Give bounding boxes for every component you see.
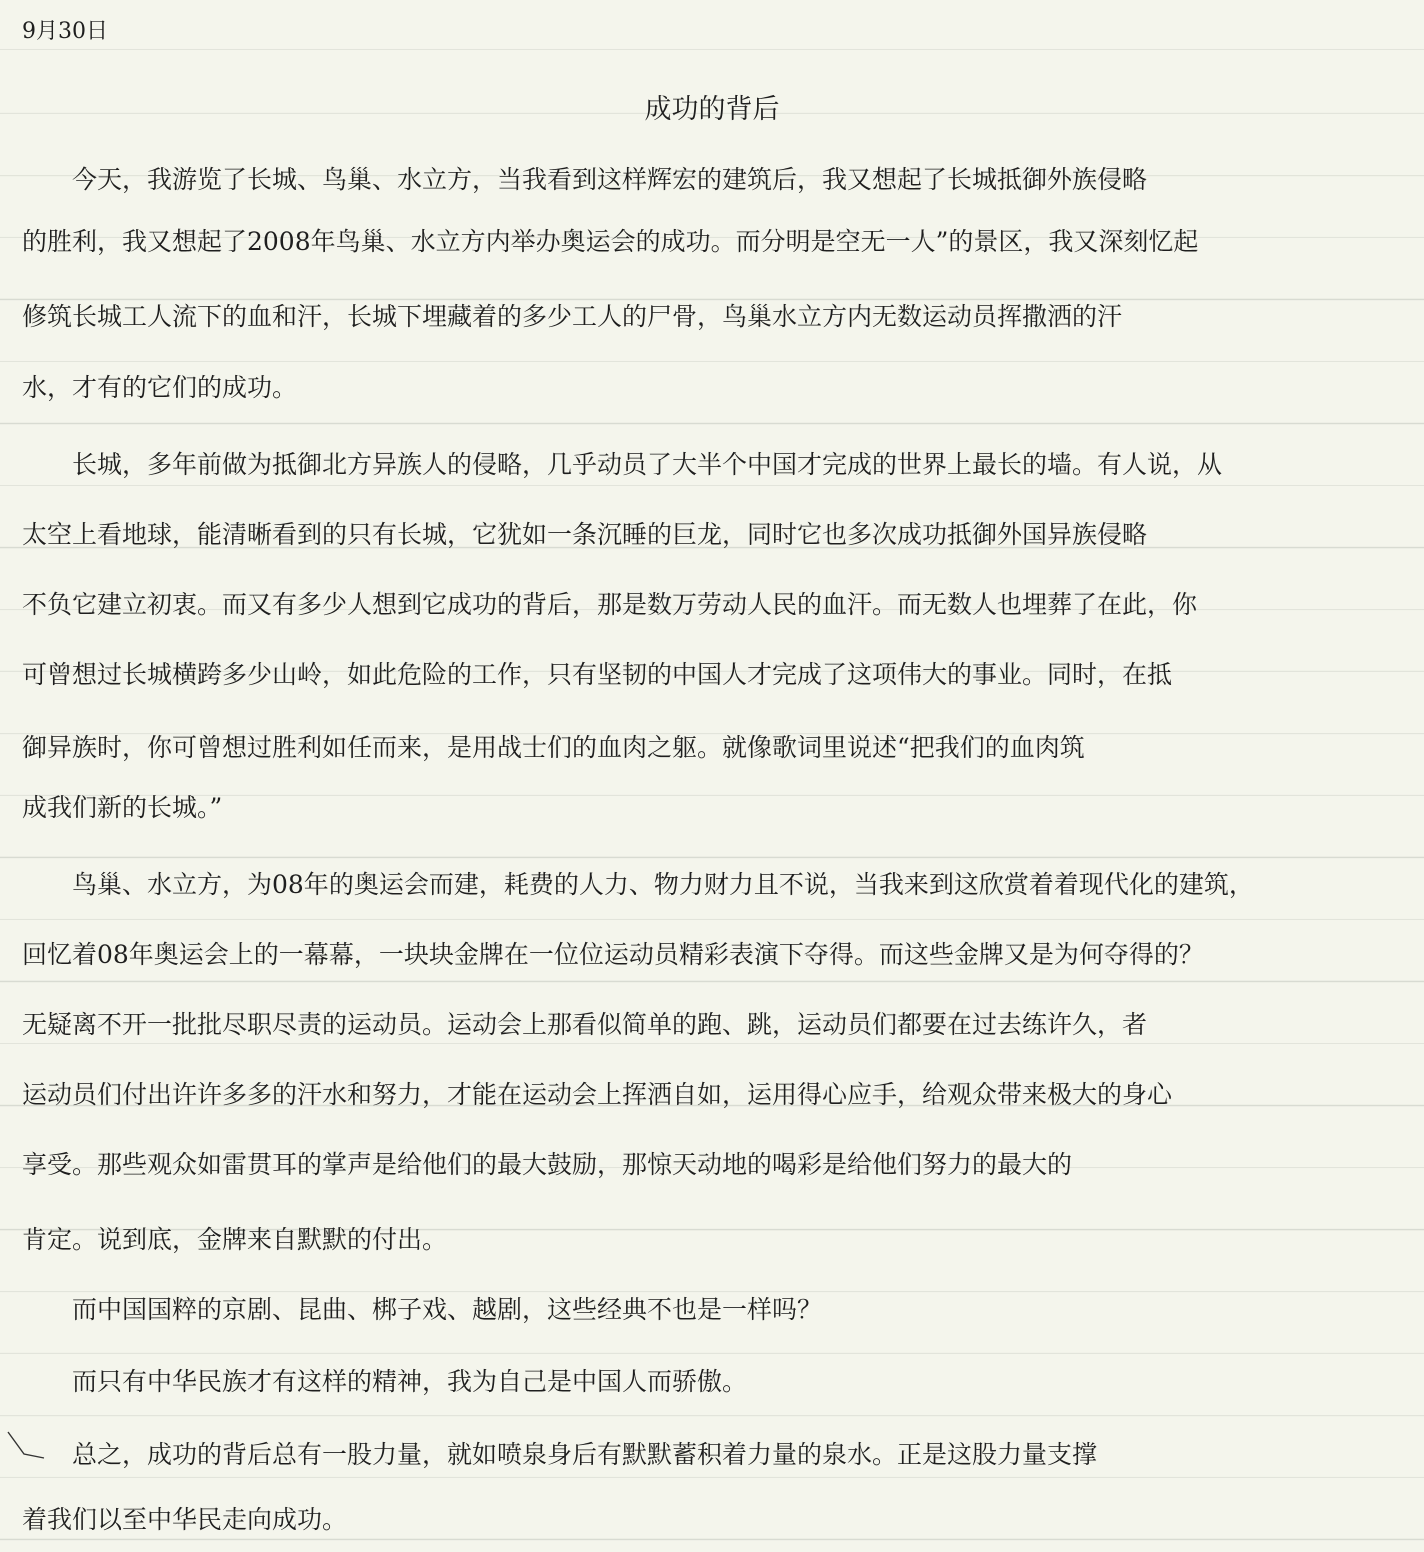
text-line: 总之，成功的背后总有一股力量，就如喷泉身后有默默蓄积着力量的泉水。正是这股力量支撑 <box>22 1440 1098 1469</box>
text-line: 而只有中华民族才有这样的精神，我为自己是中国人而骄傲。 <box>22 1367 748 1396</box>
text-line: 成我们新的长城。” <box>22 793 223 822</box>
pen-mark-icon <box>6 1428 46 1468</box>
text-line: 水，才有的它们的成功。 <box>22 373 298 402</box>
essay-title: 成功的背后 <box>644 94 780 125</box>
text-line: 而中国国粹的京剧、昆曲、梆子戏、越剧，这些经典不也是一样吗？ <box>22 1295 823 1324</box>
date-label: 9月30日 <box>22 19 108 44</box>
text-line: 无疑离不开一批批尽职尽责的运动员。运动会上那看似简单的跑、跳，运动员们都要在过去练许久，者 <box>22 1010 1148 1039</box>
text-line: 享受。那些观众如雷贯耳的掌声是给他们的最大鼓励，那惊天动地的喝彩是给他们努力的最大的 <box>22 1150 1073 1179</box>
text-line: 的胜利，我又想起了2008年鸟巢、水立方内举办奥运会的成功。而分明是空无一人”的景区，我又深刻忆起 <box>22 227 1199 256</box>
text-line: 长城，多年前做为抵御北方异族人的侵略，几乎动员了大半个中国才完成的世界上最长的墙。有人说，从 <box>22 450 1223 479</box>
text-line: 鸟巢、水立方，为08年的奥运会而建，耗费的人力、物力财力且不说，当我来到这欣赏着着现代化的建筑， <box>22 870 1254 899</box>
text-line: 修筑长城工人流下的血和汗，长城下埋藏着的多少工人的尸骨，鸟巢水立方内无数运动员挥撒洒的汗 <box>22 302 1123 331</box>
text-line: 运动员们付出许许多多的汗水和努力，才能在运动会上挥洒自如，运用得心应手，给观众带来极大的身心 <box>22 1080 1173 1109</box>
text-line: 着我们以至中华民走向成功。 <box>22 1505 348 1534</box>
text-line: 今天，我游览了长城、鸟巢、水立方，当我看到这样辉宏的建筑后，我又想起了长城抵御外族侵略 <box>22 165 1148 194</box>
text-line: 御异族时，你可曾想过胜利如任而来，是用战士们的血肉之躯。就像歌词里说述“把我们的血肉筑 <box>22 733 1085 762</box>
text-line: 太空上看地球，能清晰看到的只有长城，它犹如一条沉睡的巨龙，同时它也多次成功抵御外国异族侵略 <box>22 520 1148 549</box>
text-line: 肯定。说到底，金牌来自默默的付出。 <box>22 1225 448 1254</box>
text-line: 可曾想过长城横跨多少山岭，如此危险的工作，只有坚韧的中国人才完成了这项伟大的事业。同时，在抵 <box>22 660 1173 689</box>
text-line: 不负它建立初衷。而又有多少人想到它成功的背后，那是数万劳动人民的血汗。而无数人也埋葬了在此，你 <box>22 590 1198 619</box>
text-line: 回忆着08年奥运会上的一幕幕，一块块金牌在一位位运动员精彩表演下夺得。而这些金牌又是为何夺得的？ <box>22 940 1204 969</box>
